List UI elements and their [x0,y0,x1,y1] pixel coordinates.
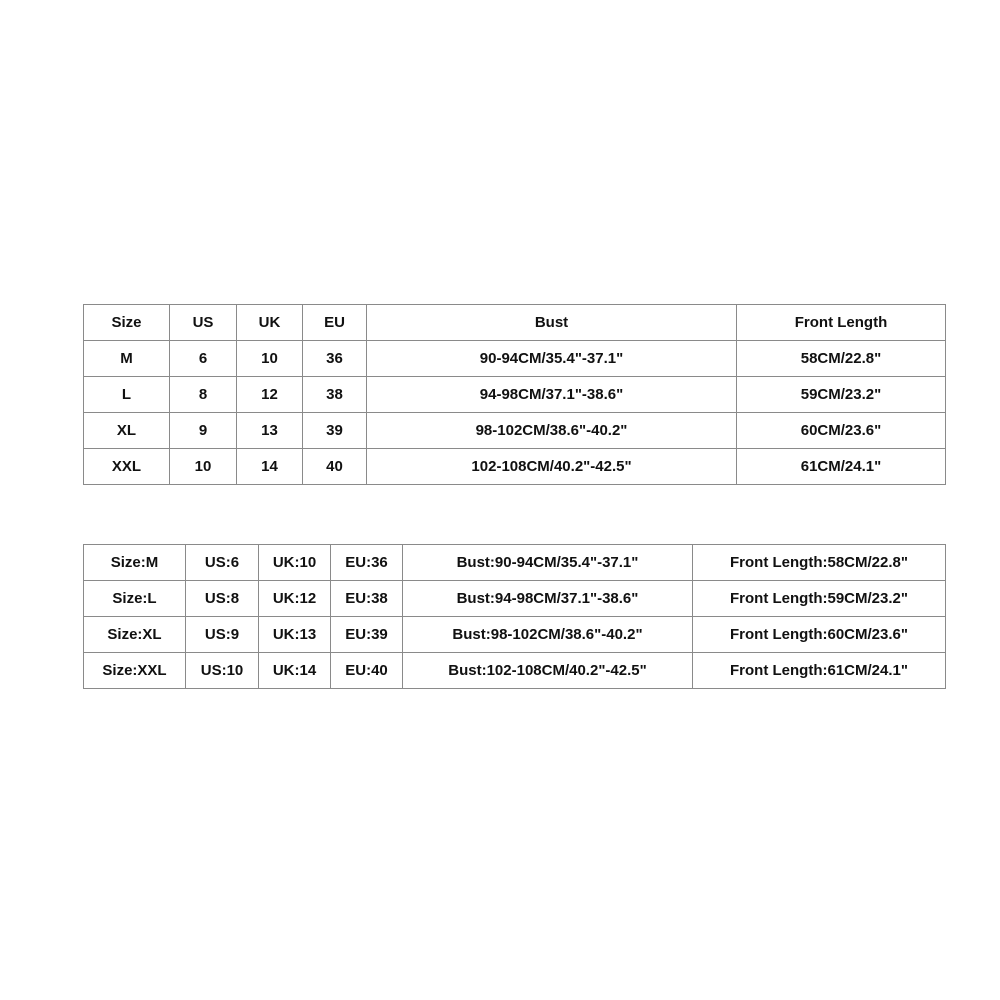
cell-front-length: Front Length:58CM/22.8" [693,545,946,581]
cell-eu: 39 [303,413,367,449]
table-header-row [84,305,946,341]
cell-eu: EU:40 [331,653,403,689]
cell-eu: EU:39 [331,617,403,653]
cell-uk: 14 [237,449,303,485]
cell-size: XL [84,413,170,449]
cell-size: XXL [84,449,170,485]
cell-bust: 90-94CM/35.4"-37.1" [367,341,737,377]
header-bust: Bust [367,305,737,341]
size-chart-table [83,304,946,485]
table-row [84,377,946,413]
cell-us: 10 [170,449,237,485]
cell-front-length: 59CM/23.2" [737,377,946,413]
cell-uk: 12 [237,377,303,413]
cell-bust: Bust:94-98CM/37.1"-38.6" [403,581,693,617]
header-eu: EU [303,305,367,341]
table-row [84,449,946,485]
cell-front-length: Front Length:59CM/23.2" [693,581,946,617]
cell-us: US:6 [186,545,259,581]
cell-uk: 13 [237,413,303,449]
table-row [84,545,946,581]
cell-us: 9 [170,413,237,449]
cell-size: Size:XL [84,617,186,653]
header-us: US [170,305,237,341]
cell-us: 8 [170,377,237,413]
cell-front-length: 60CM/23.6" [737,413,946,449]
cell-front-length: 58CM/22.8" [737,341,946,377]
cell-eu: EU:38 [331,581,403,617]
cell-bust: Bust:90-94CM/35.4"-37.1" [403,545,693,581]
table-row [84,341,946,377]
cell-us: US:8 [186,581,259,617]
cell-size: Size:XXL [84,653,186,689]
cell-uk: UK:12 [259,581,331,617]
cell-bust: 94-98CM/37.1"-38.6" [367,377,737,413]
cell-front-length: Front Length:60CM/23.6" [693,617,946,653]
cell-bust: Bust:98-102CM/38.6"-40.2" [403,617,693,653]
cell-us: US:9 [186,617,259,653]
cell-eu: EU:36 [331,545,403,581]
cell-eu: 38 [303,377,367,413]
table-row [84,617,946,653]
cell-uk: 10 [237,341,303,377]
cell-bust: Bust:102-108CM/40.2"-42.5" [403,653,693,689]
cell-eu: 40 [303,449,367,485]
cell-size: Size:L [84,581,186,617]
cell-front-length: Front Length:61CM/24.1" [693,653,946,689]
cell-eu: 36 [303,341,367,377]
cell-bust: 98-102CM/38.6"-40.2" [367,413,737,449]
size-chart-labeled-table [83,544,946,689]
cell-us: US:10 [186,653,259,689]
cell-us: 6 [170,341,237,377]
header-uk: UK [237,305,303,341]
cell-size: Size:M [84,545,186,581]
cell-uk: UK:10 [259,545,331,581]
table-row [84,653,946,689]
header-front-length: Front Length [737,305,946,341]
cell-uk: UK:14 [259,653,331,689]
header-size: Size [84,305,170,341]
cell-size: L [84,377,170,413]
cell-uk: UK:13 [259,617,331,653]
cell-front-length: 61CM/24.1" [737,449,946,485]
table-row [84,413,946,449]
cell-size: M [84,341,170,377]
table-row [84,581,946,617]
cell-bust: 102-108CM/40.2"-42.5" [367,449,737,485]
